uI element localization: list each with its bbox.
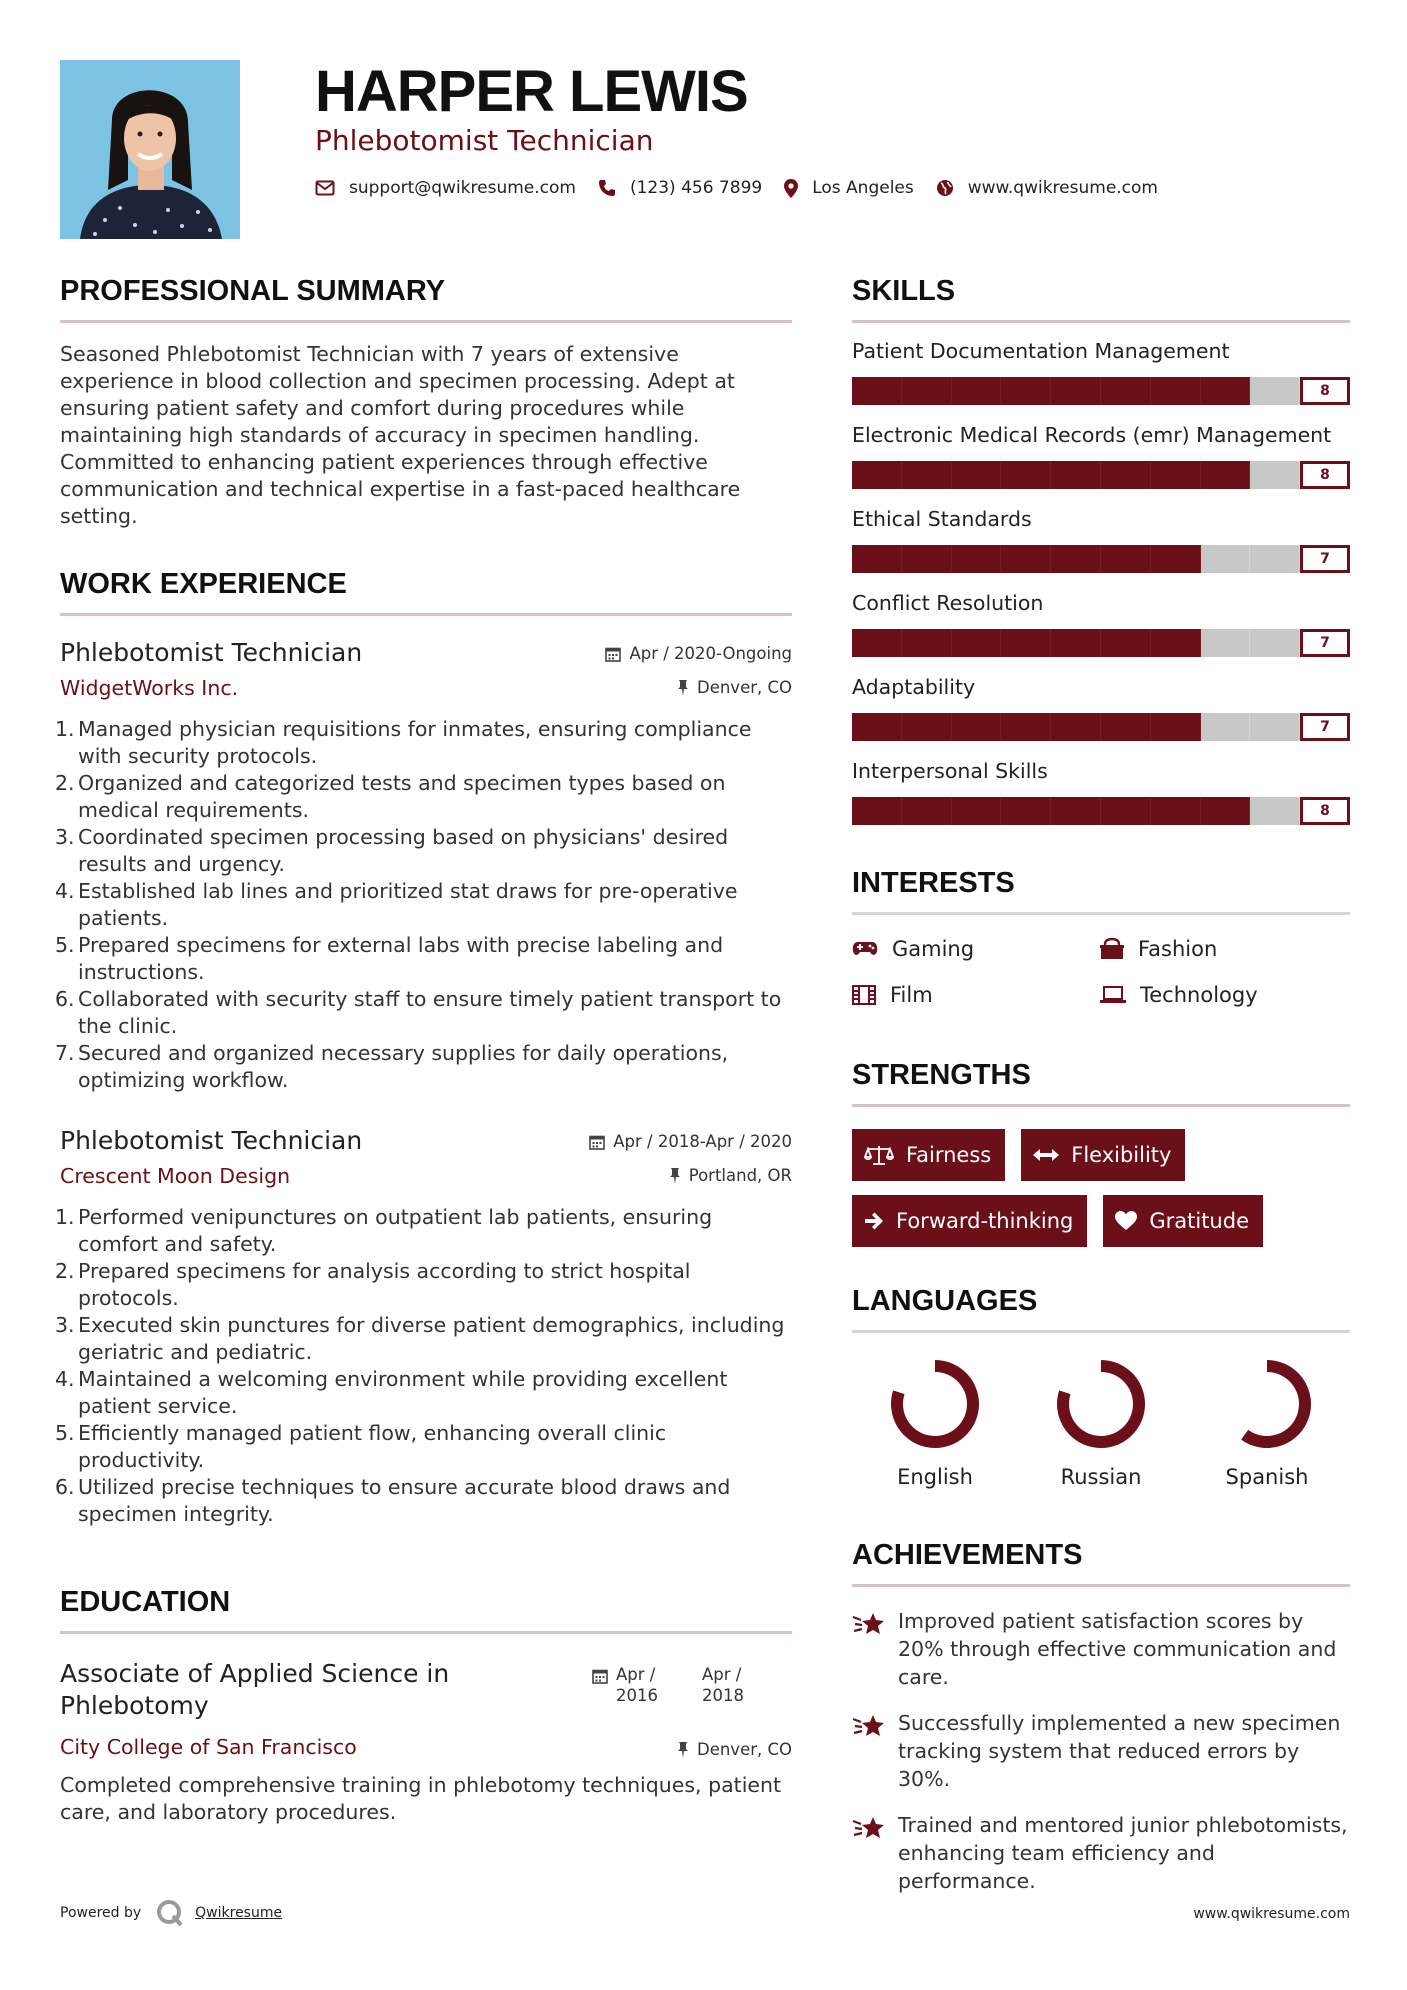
job-company: WidgetWorks Inc. <box>60 676 239 700</box>
language-ring-arc <box>1245 1366 1305 1442</box>
skill-level-bar <box>852 797 1350 825</box>
skill-bar-segment <box>1051 461 1101 489</box>
education-start-date: Apr / 2016 <box>616 1665 658 1705</box>
education-entry <box>60 1650 792 1762</box>
job-location-text: Portland, OR <box>688 1166 792 1185</box>
job-dates <box>589 1132 792 1151</box>
skill-bar-segment <box>1151 461 1201 489</box>
job-bullet <box>55 1366 792 1420</box>
shooting-star-icon <box>852 1711 886 1739</box>
interest-label: Film <box>890 983 933 1007</box>
pushpin-icon <box>677 1742 689 1758</box>
skill-level-badge: 7 <box>1300 713 1350 741</box>
candidate-title: Phlebotomist Technician <box>315 124 654 157</box>
interest-item <box>852 983 1100 1007</box>
achievements-section <box>852 1539 1350 1895</box>
bullet-number: 3. <box>55 1313 75 1337</box>
interest-item <box>852 937 1100 961</box>
job-entry <box>55 632 792 1094</box>
education-end-date: Apr / 2018 <box>702 1665 744 1705</box>
bullet-number: 2. <box>55 771 75 795</box>
skill-bar-segment <box>1151 545 1201 573</box>
bullet-text: Prepared specimens for external labs with precise labeling and instructions. <box>78 933 724 984</box>
contact-email[interactable] <box>315 178 576 198</box>
skill-bar-segment <box>852 377 902 405</box>
skill-bar-segment <box>1101 713 1151 741</box>
skill-bar-segment <box>1201 377 1251 405</box>
skill-level-bar <box>852 377 1350 405</box>
education-dates <box>592 1664 762 1706</box>
contact-location-text: Los Angeles <box>812 178 914 198</box>
calendar-icon <box>592 1668 608 1684</box>
job-location <box>677 678 792 697</box>
languages-heading: LANGUAGES <box>852 1285 1350 1333</box>
skill-bar-segment <box>1001 797 1051 825</box>
job-bullet <box>55 770 792 824</box>
film-icon <box>852 985 876 1005</box>
bullet-text: Collaborated with security staff to ensure timely patient transport to the clinic. <box>78 987 782 1038</box>
job-bullet <box>55 824 792 878</box>
brand-link[interactable]: Qwikresume <box>195 1905 283 1921</box>
language-item <box>1018 1357 1184 1489</box>
skill-bar-segment <box>1201 461 1251 489</box>
contact-location <box>784 178 914 198</box>
education-location <box>677 1740 792 1759</box>
interests-section <box>852 867 1350 1007</box>
skill-bar-segment <box>852 461 902 489</box>
bullet-number: 5. <box>55 1421 75 1445</box>
bullet-number: 6. <box>55 1475 75 1499</box>
arrows-horizontal-icon <box>1033 1148 1059 1162</box>
strengths-heading: STRENGTHS <box>852 1059 1350 1107</box>
achievement-text: Trained and mentored junior phlebotomists, enhancing team efficiency and performance. <box>898 1813 1348 1893</box>
skill-bar-segment <box>902 797 952 825</box>
skill-bar-segment <box>952 377 1002 405</box>
contact-email-text: support@qwikresume.com <box>349 178 576 198</box>
skill-bar-segment <box>1250 461 1300 489</box>
bullet-number: 7. <box>55 1041 75 1065</box>
skill-level-badge: 8 <box>1300 461 1350 489</box>
bullet-text: Secured and organized necessary supplies for daily operations, optimizing workflow. <box>78 1041 729 1092</box>
balance-scale-icon <box>864 1144 894 1166</box>
languages-section <box>852 1285 1350 1489</box>
bullet-text: Coordinated specimen processing based on physicians' desired results and urgency. <box>78 825 729 876</box>
job-bullet <box>55 932 792 986</box>
right-column <box>852 275 1350 1895</box>
footer-powered-by <box>60 1898 282 1928</box>
skill-bar-segment <box>1250 797 1300 825</box>
skill-bar-segment <box>1250 713 1300 741</box>
skill-bar-segment <box>852 545 902 573</box>
summary-section <box>60 275 792 530</box>
contact-phone[interactable] <box>598 178 762 198</box>
skill-item <box>852 591 1350 657</box>
skill-bar-segment <box>1051 377 1101 405</box>
achievement-item <box>852 1607 1350 1691</box>
job-location-text: Denver, CO <box>696 678 792 697</box>
skill-item <box>852 759 1350 825</box>
skill-bar-segment <box>902 545 952 573</box>
globe-icon <box>936 179 954 197</box>
strength-list <box>852 1129 1350 1247</box>
interest-label: Technology <box>1140 983 1258 1007</box>
job-location <box>669 1166 792 1185</box>
achievement-text: Improved patient satisfaction scores by 20% through effective communication and care. <box>898 1609 1337 1689</box>
contact-website-text: www.qwikresume.com <box>967 178 1158 198</box>
contact-bar <box>315 178 1180 198</box>
skill-bar-segment <box>1051 545 1101 573</box>
skills-heading: SKILLS <box>852 275 1350 323</box>
skill-list <box>852 339 1350 825</box>
experience-section <box>55 568 792 1528</box>
map-pin-icon <box>784 179 798 198</box>
skill-item <box>852 507 1350 573</box>
language-name: Spanish <box>1225 1465 1309 1489</box>
experience-heading: WORK EXPERIENCE <box>60 568 792 616</box>
skill-item <box>852 675 1350 741</box>
achievements-heading: ACHIEVEMENTS <box>852 1539 1350 1587</box>
shooting-star-icon <box>852 1609 886 1637</box>
skill-item <box>852 423 1350 489</box>
skill-bar-segment <box>1101 377 1151 405</box>
strength-label: Gratitude <box>1149 1209 1249 1233</box>
qwikresume-logo-icon <box>155 1898 185 1928</box>
gamepad-icon <box>852 941 878 957</box>
skills-section <box>852 275 1350 825</box>
bullet-text: Performed venipunctures on outpatient lab patients, ensuring comfort and safety. <box>78 1205 713 1256</box>
achievement-list <box>852 1607 1350 1895</box>
profile-photo <box>60 60 240 239</box>
shooting-star-icon <box>852 1813 886 1841</box>
skill-level-badge: 8 <box>1300 377 1350 405</box>
skill-bar-segment <box>952 629 1002 657</box>
skill-bar-segment <box>1151 629 1201 657</box>
bullet-text: Maintained a welcoming environment while providing excellent patient service. <box>78 1367 728 1418</box>
bullet-text: Organized and categorized tests and specimen types based on medical requirements. <box>78 771 726 822</box>
education-section <box>60 1586 792 1826</box>
achievement-text: Successfully implemented a new specimen tracking system that reduced errors by 30%. <box>898 1711 1341 1791</box>
interest-list <box>852 937 1350 1007</box>
skill-bar-segment <box>1201 629 1251 657</box>
skill-bar-segment <box>1250 377 1300 405</box>
skill-level-bar <box>852 545 1350 573</box>
bullet-text: Utilized precise techniques to ensure accurate blood draws and specimen integrity. <box>78 1475 731 1526</box>
skill-bar-segment <box>1051 713 1101 741</box>
shopping-bag-icon <box>1100 938 1124 960</box>
bullet-text: Executed skin punctures for diverse patient demographics, including geriatric and pediatric. <box>78 1313 785 1364</box>
laptop-icon <box>1100 986 1126 1004</box>
bullet-number: 5. <box>55 933 75 957</box>
skill-bar-segment <box>1201 545 1251 573</box>
language-proficiency-ring <box>1054 1357 1148 1451</box>
job-bullet <box>55 878 792 932</box>
pushpin-icon <box>669 1168 681 1184</box>
bullet-number: 1. <box>55 1205 75 1229</box>
summary-text: Seasoned Phlebotomist Technician with 7 years of extensive experience in blood collection and specimen processing. Adept at ensuring patient safety and comfort during procedures while maintaining high standards of accuracy in specimen handling. Committed to enhancing patient experiences through effective communication and technical expertise in a fast-paced healthcare setting. <box>60 342 741 528</box>
candidate-name: HARPER LEWIS <box>315 59 748 124</box>
strength-label: Flexibility <box>1071 1143 1172 1167</box>
job-dates-text: Apr / 2020-Ongoing <box>629 644 792 663</box>
interests-heading: INTERESTS <box>852 867 1350 915</box>
footer-website[interactable]: www.qwikresume.com <box>1193 1906 1350 1922</box>
skill-bar-segment <box>1151 713 1201 741</box>
skill-bar-segment <box>902 461 952 489</box>
pushpin-icon <box>677 680 689 696</box>
education-degree: Associate of Applied Science in Phlebotomy <box>60 1659 450 1720</box>
achievement-item <box>852 1811 1350 1895</box>
skill-level-bar <box>852 629 1350 657</box>
interest-label: Fashion <box>1138 937 1218 961</box>
job-bullet <box>55 1040 792 1094</box>
job-bullet <box>55 1258 792 1312</box>
education-description: Completed comprehensive training in phlebotomy techniques, patient care, and laboratory procedures. <box>60 1773 782 1824</box>
skill-bar-segment <box>1201 797 1251 825</box>
skill-name: Interpersonal Skills <box>852 759 1048 783</box>
language-name: Russian <box>1060 1465 1142 1489</box>
strength-chip <box>1103 1195 1263 1247</box>
job-company: Crescent Moon Design <box>60 1164 291 1188</box>
strengths-section <box>852 1059 1350 1247</box>
skill-bar-segment <box>1001 713 1051 741</box>
skill-bar-segment <box>1001 545 1051 573</box>
heart-icon <box>1115 1211 1137 1231</box>
language-list <box>852 1357 1350 1489</box>
strength-label: Fairness <box>906 1143 992 1167</box>
skill-bar-segment <box>1051 629 1101 657</box>
job-dates <box>605 644 792 663</box>
job-list <box>55 632 792 1528</box>
strength-label: Forward-thinking <box>896 1209 1074 1233</box>
skill-level-bar <box>852 713 1350 741</box>
skill-bar-segment <box>1250 545 1300 573</box>
job-entry <box>55 1120 792 1528</box>
skill-bar-segment <box>1201 713 1251 741</box>
contact-website[interactable] <box>936 178 1158 198</box>
calendar-icon <box>589 1134 605 1150</box>
skill-bar-segment <box>1101 629 1151 657</box>
powered-by-text: Powered by <box>60 1905 142 1921</box>
skill-bar-segment <box>1001 377 1051 405</box>
envelope-icon <box>315 180 335 196</box>
skill-item <box>852 339 1350 405</box>
education-location-text: Denver, CO <box>696 1740 792 1759</box>
job-bullet <box>55 986 792 1040</box>
job-bullet-list <box>55 1204 792 1528</box>
strength-chip <box>852 1129 1005 1181</box>
skill-name: Conflict Resolution <box>852 591 1044 615</box>
skill-bar-segment <box>952 545 1002 573</box>
bullet-number: 2. <box>55 1259 75 1283</box>
skill-bar-segment <box>1101 461 1151 489</box>
arrow-right-icon <box>864 1212 884 1230</box>
strength-chip <box>1021 1129 1185 1181</box>
interest-item <box>1100 937 1350 961</box>
skill-bar-segment <box>1051 797 1101 825</box>
education-heading: EDUCATION <box>60 1586 792 1634</box>
skill-name: Electronic Medical Records (emr) Management <box>852 423 1332 447</box>
bullet-number: 4. <box>55 879 75 903</box>
skill-bar-segment <box>852 797 902 825</box>
bullet-text: Prepared specimens for analysis according to strict hospital protocols. <box>78 1259 691 1310</box>
skill-bar-segment <box>1151 797 1201 825</box>
job-header <box>60 632 792 702</box>
language-item <box>852 1357 1018 1489</box>
skill-bar-segment <box>1151 377 1201 405</box>
skill-bar-segment <box>1001 629 1051 657</box>
job-bullet-list <box>55 716 792 1094</box>
skill-bar-segment <box>1250 629 1300 657</box>
language-proficiency-ring <box>1220 1357 1314 1451</box>
strength-chip <box>852 1195 1087 1247</box>
skill-bar-segment <box>952 797 1002 825</box>
skill-name: Ethical Standards <box>852 507 1032 531</box>
skill-level-badge: 8 <box>1300 797 1350 825</box>
achievement-item <box>852 1709 1350 1793</box>
job-title: Phlebotomist Technician <box>60 1126 363 1155</box>
phone-icon <box>598 179 616 197</box>
left-column <box>55 275 792 1826</box>
bullet-number: 3. <box>55 825 75 849</box>
job-dates-text: Apr / 2018-Apr / 2020 <box>613 1132 792 1151</box>
job-bullet <box>55 1474 792 1528</box>
contact-phone-text: (123) 456 7899 <box>629 178 763 198</box>
skill-level-badge: 7 <box>1300 629 1350 657</box>
skill-bar-segment <box>1101 797 1151 825</box>
skill-bar-segment <box>1001 461 1051 489</box>
language-item <box>1184 1357 1350 1489</box>
job-header <box>60 1120 792 1190</box>
bullet-number: 4. <box>55 1367 75 1391</box>
language-proficiency-ring <box>888 1357 982 1451</box>
calendar-icon <box>605 646 621 662</box>
job-bullet <box>55 1312 792 1366</box>
skill-bar-segment <box>852 629 902 657</box>
interest-label: Gaming <box>892 937 975 961</box>
skill-level-badge: 7 <box>1300 545 1350 573</box>
skill-bar-segment <box>902 713 952 741</box>
interest-item <box>1100 983 1350 1007</box>
bullet-text: Established lab lines and prioritized stat draws for pre-operative patients. <box>78 879 738 930</box>
skill-bar-segment <box>902 377 952 405</box>
job-bullet <box>55 1420 792 1474</box>
job-bullet <box>55 716 792 770</box>
skill-level-bar <box>852 461 1350 489</box>
bullet-text: Managed physician requisitions for inmates, ensuring compliance with security protocols. <box>78 717 752 768</box>
skill-bar-segment <box>952 461 1002 489</box>
language-name: English <box>897 1465 973 1489</box>
skill-name: Patient Documentation Management <box>852 339 1230 363</box>
skill-bar-segment <box>1101 545 1151 573</box>
skill-bar-segment <box>852 713 902 741</box>
skill-bar-segment <box>902 629 952 657</box>
avatar-portrait <box>60 60 240 239</box>
job-title: Phlebotomist Technician <box>60 638 363 667</box>
summary-heading: PROFESSIONAL SUMMARY <box>60 275 792 323</box>
skill-name: Adaptability <box>852 675 976 699</box>
bullet-text: Efficiently managed patient flow, enhancing overall clinic productivity. <box>78 1421 667 1472</box>
skill-bar-segment <box>952 713 1002 741</box>
bullet-number: 1. <box>55 717 75 741</box>
job-bullet <box>55 1204 792 1258</box>
bullet-number: 6. <box>55 987 75 1011</box>
education-school: City College of San Francisco <box>60 1735 357 1759</box>
